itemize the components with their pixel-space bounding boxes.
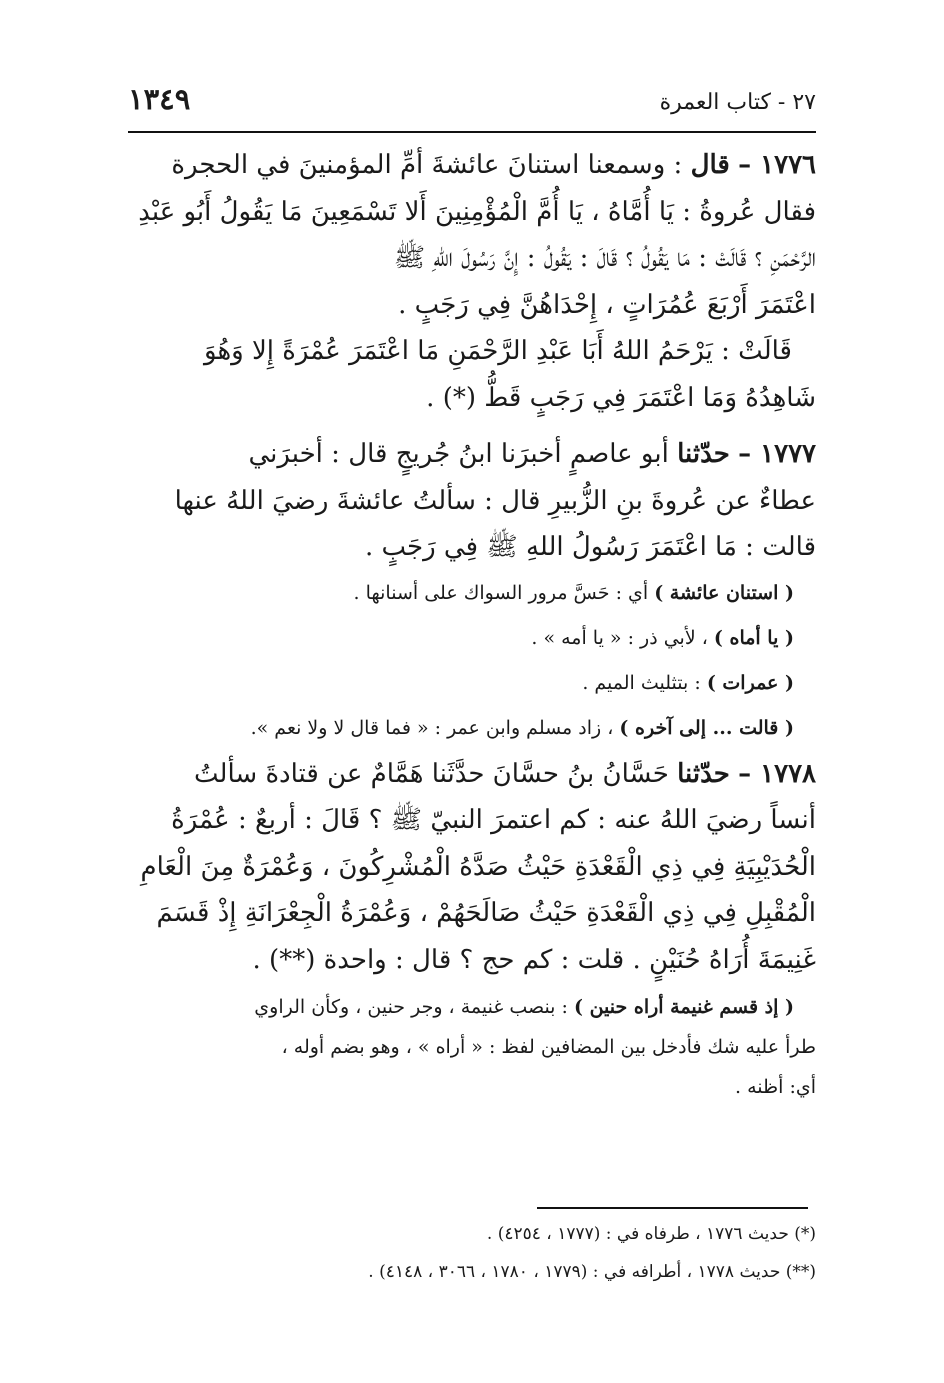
note-term: ( عمرات ) (706, 671, 794, 694)
page-number: ١٣٤٩ (128, 82, 191, 116)
commentary-explain (128, 987, 816, 1107)
note-text: : بتثليث الميم . (582, 671, 701, 694)
note-term: ( يا أماه ) (713, 626, 794, 649)
hadith-line: الرَّحْمَنِ ؟ قَالَتْ : مَا يَقُولُ ؟ قَالَ : يَقُولُ : إِنَّ رَسُولَ اللهِ ﷺ (393, 243, 816, 273)
hadith-lead: حدّثنا (677, 439, 730, 469)
note-text: ، لأبي ذر : « يا أمه » . (531, 626, 708, 649)
note-line (128, 661, 816, 706)
hadith-line: الْحُدَيْبِيَةِ فِي ذِي الْقَعْدَةِ حَيْثُ صَدَّهُ الْمُشْرِكُونَ ، وَعُمْرَةٌ مِنَ الْعَامِ (140, 851, 816, 882)
explain-line (128, 987, 816, 1027)
header-rule (128, 131, 816, 133)
hadith-1777 (128, 431, 816, 571)
hadith-line (128, 142, 816, 189)
hadith-line: قَالَتْ : يَرْحَمُ اللهُ أَبَا عَبْدِ الرَّحْمَنِ مَا اعْتَمَرَ عُمْرَةً إِلا وَهُوَ (204, 336, 792, 366)
page-body (128, 142, 816, 1107)
hadith-line: عطاءٌ عن عُروةَ بنِ الزُّبيرِ قال : سألتُ عائشةَ رضيَ اللهُ عنها (174, 485, 816, 516)
footnote-2: (**) حديث ١٧٧٨ ، أطرافه في : (١٧٧٩ ، ١٧٨٠ ، ٣٠٦٦ ، ٤١٤٨) . (368, 1262, 816, 1282)
hadith-line: قالت : مَا اعْتَمَرَ رَسُولُ اللهِ ﷺ فِي رَجَبٍ . (364, 532, 816, 562)
hadith-line (128, 751, 816, 798)
hadith-1776 (128, 142, 816, 421)
footnote-rule (537, 1207, 808, 1209)
hadith-line: اعْتَمَرَ أَرْبَعَ عُمُرَاتٍ ، إِحْدَاهُنَّ فِي رَجَبٍ . (398, 289, 816, 320)
note-term: ( استنان عائشة ) (654, 581, 794, 604)
hadith-line: الْمُقْبِلِ فِي ذِي الْقَعْدَةِ حَيْثُ صَالَحَهُمْ ، وَعُمْرَةُ الْجِعْرَانَةِ إِذْ قَسَمَ (156, 898, 816, 928)
explain-text: : بنصب غنيمة ، وجر حنين ، وكأن الراوي (254, 996, 568, 1018)
hadith-line: شَاهِدُهُ وَمَا اعْتَمَرَ فِي رَجَبٍ قَطُّ (*) . (426, 382, 816, 413)
hadith-text: حَسَّانُ بنُ حسَّانَ حدَّثَنا هَمَّامٌ عن قتادةَ سألتُ (194, 758, 669, 789)
note-text: أي : حَسَّ مرور السواك على أسنانها . (353, 581, 649, 604)
note-line (128, 571, 816, 616)
explain-line: طرأ عليه شك فأدخل بين المضافين لفظ : « أراه » ، وهو بضم أوله ، (281, 1036, 816, 1058)
hadith-lead: حدّثنا (677, 758, 730, 789)
chapter-title: ٢٧ - كتاب العمرة (659, 90, 816, 115)
note-line (128, 706, 816, 751)
hadith-line (128, 431, 816, 478)
hadith-text: : وسمعنا استنانَ عائشةَ أمِّ المؤمنينَ في الحجرة (171, 150, 683, 180)
hadith-line: غَنِيمَةَ أُرَاهُ حُنَيْنٍ . قلت : كم حج ؟ قال : واحدة (**) . (252, 944, 816, 975)
commentary-notes (128, 571, 816, 751)
footnote-1: (*) حديث ١٧٧٦ ، طرفاه في : (١٧٧٧ ، ٤٢٥٤) . (486, 1224, 816, 1244)
note-term: ( قالت ... إلى آخره ) (619, 716, 794, 739)
hadith-number: ١٧٧٦ – (738, 150, 816, 180)
hadith-line: أنساً رضيَ اللهُ عنه : كم اعتمرَ النبيّ ﷺ ؟ قَالَ : أربعٌ : عُمْرَةُ (171, 805, 816, 835)
hadith-number: ١٧٧٧ – (738, 439, 816, 469)
explain-term: ( إذ قسم غنيمة أراه حنين ) (573, 996, 794, 1018)
hadith-number: ١٧٧٨ – (738, 758, 816, 789)
hadith-1778 (128, 751, 816, 984)
hadith-text: أبو عاصمٍ أخبرَنا ابنُ جُريجٍ قال : أخبرَني (248, 439, 669, 469)
note-text: ، زاد مسلم وابن عمر : « فما قال لا ولا نعم ». (250, 716, 614, 739)
hadith-line: فقال عُروةُ : يَا أُمَّاهُ ، يَا أُمَّ الْمُؤْمِنِينَ أَلا تَسْمَعِينَ مَا يَقُولُ أَبُو عَبْدِ (138, 196, 816, 227)
note-line (128, 616, 816, 661)
explain-line: أي: أظنه . (735, 1076, 816, 1098)
hadith-lead: قال (690, 150, 730, 180)
page-header (128, 82, 816, 122)
